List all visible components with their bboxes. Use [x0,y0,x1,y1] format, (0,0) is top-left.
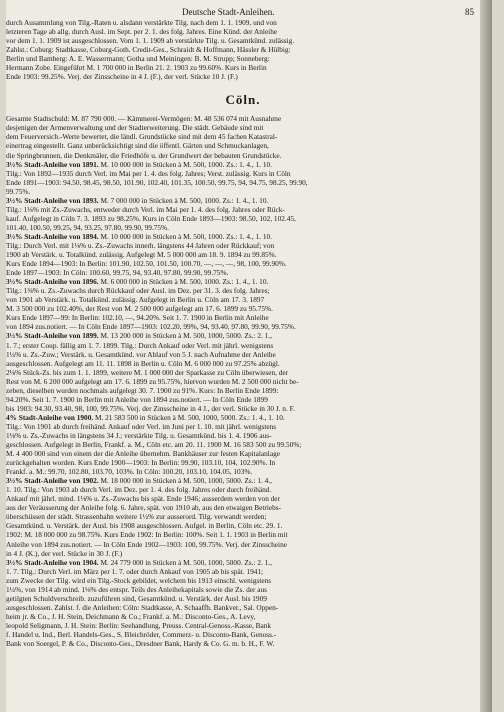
bond-entry [6,331,480,412]
bond-entry [6,232,480,277]
page-edge-shadow [480,0,492,712]
running-header [6,6,480,18]
page-number: 85 [465,7,474,17]
bond-text: M. 10 000 000 in Stücken à M. 500, 1000. Zs.: 1. 4., 1. 10. Tilg.: Von 1892—1935 durch Verl. im Mai per 1. 4. des folg. Jahres; Verst. zulässig. Kurs in Cöln Ende 1891—1903: 94.50, 98.45, 98.50, 101.90, 102.40, 101.35, 100.50, 99.75, 94, 94.75, 98.25, 99.90, 99.75%. [6,159,308,196]
bond-heading: 3½% Stadt-Anleihe von 1893. [6,195,99,205]
bond-list [6,160,480,649]
section-title: Cöln. [225,92,261,108]
bond-text: M. 7 000 000 in Stücken à M. 500, 1000. Zs.: 1. 4., 1. 10. Tilg.: 1⅛% mit Zs.-Zuwachs, entweder durch Verl. im Mai per 1. 4. des folg. Jahres oder Rück- kauf. Aufgelegt in Cöln 7. 3. 1893 zu 98.25%. Kurs in Cöln Ende 1893—1903: 98.50, 102, 102.45, 101.40, 100.50, 99.25, 94, 93.25, 97.80, 99.90, 99.75%. [6,195,296,232]
bond-entry [6,558,480,648]
bond-entry [6,277,480,331]
bond-heading: 3½% Stadt-Anleihe von 1896. [6,277,99,287]
bond-text: M. 13 200 000 in Stücken à M. 500, 1000, 5000. Zs.: 2. 1., 1. 7.; erster Coup. fällig am 1. 7. 1899. Tilg.: Durch Ankauf oder Verl. mit jährl. wenigstens 1¼% u. Zs.-Zuw.; Verstärk. u. Gesamtkünd. vor Ablauf von 5 J. nach Aufnahme der Anleihe ausgeschlossen. Aufgelegt am 11. 11. 1898 in Berlin u. Cöln M. 6 000 000 zu 97.25% abzügl. 2⅛% Stück-Zs. bis zum 1. 1. 1899, weitere M. 1 000 000 der Sparkasse zu Cöln überwiesen, der Rest von M. 6 200 000 aufgelegt am 17. 6. 1899 zu 95.75%, hiervon wurden M. 2 500 000 nicht be- zeben, dieselben wurden nochmals aufgelegt 30. 7. 1900 zu 91%. Kurs: In Berlin Ende 1899: 94.20%. Seit 1. 7. 1900 in Berlin mit Anleihe von 1894 zus.notiert. — In Cöln Ende 1899 bis 1903: 94.30, 93.40, 98, 100, 99.75%. Verj. der Zinsscheine in 4 J., der verl. Stücke in 30 J. n. F. [6,331,299,413]
bond-heading: 3½% Stadt-Anleihe von 1902. [6,476,99,486]
bond-text: M. 10 000 000 in Stücken à M. 500, 1000. Zs.: 1. 4., 1. 10. Tilg.: Durch Verl. mit 1⅛% u. Zs.-Zuwachs innerh. längstens 44 Jahren oder Rückkauf; von 1900 ab Verstärk. u. Totalkünd. zulässig. Aufgelegt M. 5 000 000 am 18. 9. 1894 zu 99.85%. Kurs Ende 1894—1903: In Berlin: 101.90, 102.50, 101.50, 100.70, —, —, —, 98, 100, 99.90%. Ende 1897—1903: In Cöln: 100.60, 99.75, 94, 93.40, 97.80, 99.90, 99.75%. [6,231,287,278]
bond-text: M. 6 000 000 in Stücken à M. 500, 1000. Zs.: 1. 4., 1. 10. Tilg.: 1⅜% u. Zs.-Zuwachs durch Rückkauf oder Ausl. im Dez. per 31. 3. des folg. Jahres; von 1901 ab Verstärk. u. Totalkünd. zulässig. Aufgelegt in Berlin u. Cöln am 17. 3. 1897 M. 3 500 000 zu 102.40%, der Rest von M. 2 500 000 aufgelegt am 17. 6. 1899 zu 95.75%. Kurs Ende 1897—99: In Berlin: 102.10, —, 94.20%. Seit 1. 7. 1900 in Berlin mit Anleihe von 1894 zus.notiert. — In Cöln Ende 1897—1903: 102.20, 99%, 94, 93.40, 97.80, 99.90, 99.75%. [6,277,296,332]
bond-text: M. 24 779 000 in Stücken à M. 500, 1000, 5000. Zs.: 2. 1., 1. 7. Tilg.: Durch Verl. im März per 1. 7. oder durch Ankauf von 1905 ab bis spät. 1941; zum Zwecke der Tilg. wird ein Tilg.-Stock gebildet, welchem bis 1913 einschl. wenigstens 1¼%, von 1914 ab mind. 1⅛% des entspr. Teils des Anleihekapitals sowie die Zs. der aus getilgten Schuldverschreib. zuzuführen sind, Gesamtkünd. u. Verstärk. der Ausl. bis 1909 ausgeschlossen. Zahlst. f. die Anleihen: Cöln: Stadtkasse, A. Schaaffh. Bankver., Sal. Oppen- heim jr. & Co., J. H. Stein, Deichmann & Co.; Frankf. a. M.: Disconto-Ges., A. Levy, leopold Seligmann, J. H. Stein: Berlin: Seehandlung, Preuss. Central-Genoss.-Kasse, Bank f. Handel u. Ind., Berl. Handels-Ges., S. Bleichröder, Commerz- u. Disconto-Bank, Genoss.- Bank von Soergel, P. & Co., Disconto-Ges., Dresdner Bank, Hardy & Co. G. m. b. H., F. W. [6,557,279,649]
bond-text: M. 21 583 500 in Stücken à M. 500, 1000, 5000. Zs.: 1. 4., 1. 10. Tilg.: Von 1901 ab durch freihänd. Ankauf oder Verl. im Juni per 1. 10. mit jährl. wenigstens 1⅛% u. Zs.-Zuwachs in längstens 34 J.; verstärkte Tilg. u. Gesamtkünd. bis 1. 4. 1906 aus- geschlossen. Aufgelegt in Berlin, Frankf. a. M., Cöln etc. am 20. 11. 1900 M. 16 583 500 zu 99.50%; M. 4 400 000 sind von einem der die Anleihe übernehm. Bankhäuser zur festen Kapitalanlage zurückgehalten worden. Kurs Ende 1900—1903: In Berlin: 99.90, 103.10, 104, 102.90%. In Frankf. a. M.: 99.70, 102.80, 103.70, 103%. In Cöln: 100.20, 103.10, 104.05, 103%. [6,412,302,477]
bond-heading: 3½% Stadt-Anleihe von 1904. [6,557,99,567]
section-summary: Gesamte Stadtschuld: M. 87 790 000. — Kämmerei-Vermögen: M. 48 536 074 mit Ausnahme desjenigen der Armenverwaltung und der Stadterweiterung. Die städt. Gebäude sind mit dem Feuerversich.-Werte bewertet, die ländl. Grundstücke sind mit dem 45 fachen Katastral- einertrag eingestellt. Ganz unberücksichtigt sind die öffentl. Gärten und Schmuckanlagen, die Springbrunnen, die Denkmäler, die Friedhöfe u. der Grundwert der bebauten Grundstücke. [6,114,282,160]
document-page [6,0,492,712]
running-title: Deutsche Stadt-Anleihen. [182,7,275,17]
bond-heading: 3½% Stadt-Anleihe von 1891. [6,159,99,169]
bond-text: M. 18 000 000 in Stücken à M. 500, 1000, 5000. Zs.: 1. 4., 1. 10. Tilg.: Von 1903 ab durch Verl. im Dez. per 1. 4. des folg. Jahres oder durch freihänd. Ankauf mit jährl. mind. 1⅛% u. Zs.-Zuwachs bis spät. Ende 1946; ausserdem werden von der aus der Veräusserung der Anleihe folg. 6. Jahre, spät. von 1910 ab, aus den etwaigen Betriebs- überschüssen der städt. Strassenbahn weitere 1½% zur ausserord. Tilg. verwandt werden; Gesamtkünd. u. Verstärk. der Ausl. bis 1908 ausgeschlossen. Aufgel. in Berlin, Cöln etc. 29. 1. 1902: M. 18 000 000 zu 98.75%. Kurs Ende 1902: In Berlin: 100%. Seit 1. 1. 1903 in Berlin mit Anleihe von 1894 zus.notiert. — In Cöln Ende 1902—1903: 100, 99.75%. Verj. der Zinsscheine in 4 J. (K.), der verl. Stücke in 30 J. (F.) [6,476,288,558]
bond-entry [6,196,480,232]
intro-paragraph: durch Ausammlung von Tilg.-Raten u. alsdann verstärkte Tilg. nach dem 1. 1. 1909, und von letzteren Tage ab allg. durch Ausl. im Sept. per 2. 1. des folg. Jahres. Eine Künd. der Anleihe vor dem 1. 1. 1909 ist ausgeschlossen. Vom 1. 1. 1909 ab verstärkte Tilg. u. Gesamtkünd. zulässig. Zahlst.: Coburg: Stadtkasse, Coburg-Goth. Credit-Ges., Schraidt & Hoffmann, Hässler & Hülbig: Berlin und Bamberg: A. E. Wassermann; Gotha und Meiningen: B. M. Strupp; Sonneberg: Hermann Zobe. Eingeführt M. 1 700 000 in Berlin 21. 2. 1903 zu 99.60%. Kurs in Berlin Ende 1903: 99.25%. Verj. der Zinsscheine in 4 J. (F.), der verl. Stücke 10 J. (F.) [6,18,295,82]
bond-entry [6,476,480,557]
bond-entry [6,160,480,196]
bond-heading: 3½% Stadt-Anleihe von 1894. [6,231,99,241]
bond-heading: 4% Stadt-Anleihe von 1900. [6,412,94,422]
bond-entry [6,413,480,476]
bond-heading: 3½% Stadt-Anleihe von 1899. [6,331,99,341]
